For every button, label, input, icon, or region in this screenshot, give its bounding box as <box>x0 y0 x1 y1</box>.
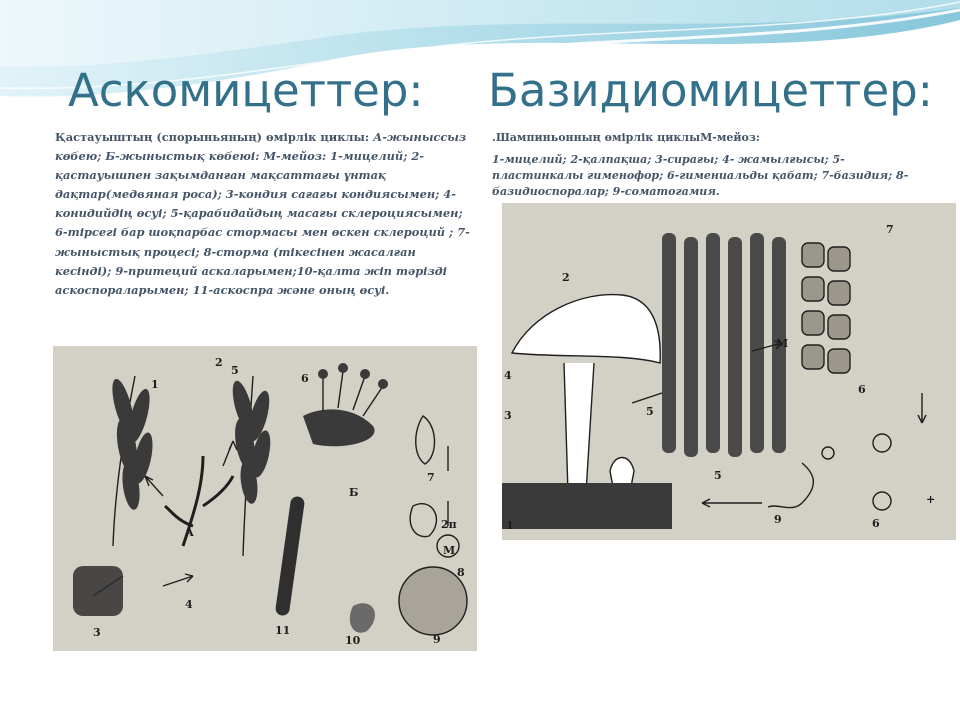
ergot-label-10: 10 <box>345 634 361 647</box>
champignon-label-7: 7 <box>886 223 894 236</box>
champignon-label-2: 2 <box>562 271 570 284</box>
champignon-label-5a: 5 <box>646 405 654 418</box>
ergot-label-4: 4 <box>185 598 193 611</box>
ergot-label-1: 1 <box>151 378 159 391</box>
ergot-life-cycle-drawing <box>53 346 477 651</box>
ascomycetes-caption <box>55 128 475 300</box>
champignon-label-1: 1 <box>506 519 514 532</box>
champignon-label-6b: 6 <box>872 517 880 530</box>
ascomycetes-caption-body: А-жыныссыз көбею; Б-жыныстық көбеюі: М-мейоз: 1-мицелий; 2-қастауышпен зақымданған мақсаттағы ұнтақ дақтар(медвяная роса); 3-кондия сағағы кондиясымен; 4- конидийдің өсуі; 5-қарабидайдың масағы склероциясымен; 6-тірсегі бар шоқпарбас стормасы мен өскен склероций ; 7-жыныстық процесі; 8-сторма (тікесінен жасалған кесінді); 9-притеций аскаларымен;10-қалта жіп тәрізді аскоспораларымен; 11-аскоспра және оның өсуі. <box>55 130 470 297</box>
ergot-label-9: 9 <box>433 633 441 646</box>
ergot-label-2: 2 <box>215 356 223 369</box>
ascomycetes-caption-lead: Қастауыштың (спорыньяның) өмірлік циклы: <box>55 130 374 144</box>
ergot-label-a: А <box>185 526 194 539</box>
ergot-life-cycle-figure <box>53 346 477 651</box>
champignon-label-plus: + <box>926 493 936 506</box>
gills-illustration <box>662 233 789 457</box>
title-basidiomycetes: Базидиомицеттер: <box>488 64 933 117</box>
wheat-ear-left <box>108 377 156 511</box>
ergot-label-7: 7 <box>427 471 435 484</box>
ergot-label-6: 6 <box>301 372 309 385</box>
title-ascomycetes: Аскомицеттер: <box>68 64 424 117</box>
ergot-label-2p: 2п <box>441 518 457 531</box>
ergot-label-b: Б <box>349 486 359 499</box>
champignon-label-3: 3 <box>504 409 512 422</box>
champignon-label-4: 4 <box>504 369 512 382</box>
champignon-life-cycle-drawing <box>502 203 956 540</box>
basidiomycetes-caption-lead: .Шампиньонның өмірлік циклыМ-мейоз: <box>492 131 760 144</box>
ergot-label-3: 3 <box>93 626 101 639</box>
basidiomycetes-caption <box>492 130 932 200</box>
conidia-cluster <box>73 566 123 616</box>
champignon-label-9: 9 <box>774 513 782 526</box>
ergot-label-m: М <box>443 544 456 557</box>
basidia-illustration <box>802 243 850 373</box>
champignon-label-m: М <box>776 337 789 350</box>
champignon-life-cycle-figure <box>502 203 956 540</box>
basidiomycetes-caption-body: 1-мицелий; 2-қалпақша; 3-сирағы; 4- жамылғысы; 5-пластинкалы гименофор; 6-гимениальды қабат; 7-базидия; 8-базидиоспоралар; 9-соматогамия. <box>492 153 909 198</box>
ergot-label-5: 5 <box>231 364 239 377</box>
ergot-label-8: 8 <box>457 566 465 579</box>
ergot-label-11: 11 <box>275 624 291 637</box>
champignon-label-6a: 6 <box>858 383 866 396</box>
champignon-label-5b: 5 <box>714 469 722 482</box>
